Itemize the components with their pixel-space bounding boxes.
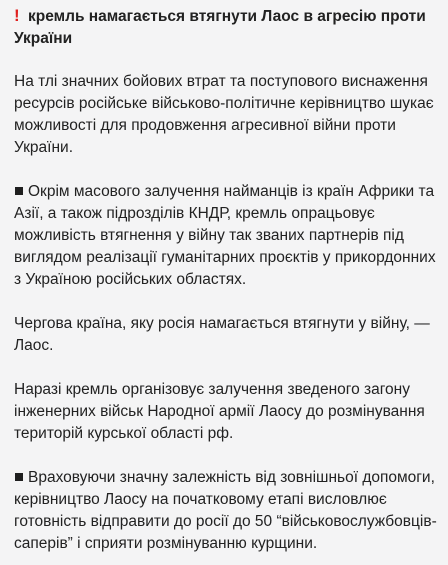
paragraph-3 (14, 313, 444, 357)
paragraph-2-text: Окрім масового залучення найманців із країн Африки та Азії, а також підрозділів КНДР, кремль опрацьовує можливість втягнення у війну так званих партнерів під виглядом реалізації гуманітарних проєктів у прикордонних з Україною російських областях. (14, 183, 436, 288)
paragraph-5-text: Враховуючи значну залежність від зовнішньої допомоги, керівництво Лаосу на початковому етапі висловлює готовність відправити до росії до 50 “військовослужбовців-саперів” і сприяти розмінуванню курщини. (14, 469, 437, 552)
paragraph-4-text: Наразі кремль організовує залучення зведеного загону інженерних військ Народної армії Лаосу до розмінування територій курської області рф. (14, 381, 425, 442)
exclamation-icon: ! (14, 6, 20, 25)
paragraph-3-text: Чергова країна, яку росія намагається втягнути у війну, — Лаос. (14, 315, 430, 354)
paragraph-4 (14, 379, 444, 445)
post-title (14, 5, 444, 50)
black-square-icon (15, 473, 23, 481)
paragraph-1 (14, 71, 444, 159)
paragraph-1-text: На тлі значних бойових втрат та поступового виснаження ресурсів російське військово-політичне керівництво шукає можливості для продовження агресивної війни проти України. (14, 73, 434, 156)
paragraph-2 (14, 181, 444, 291)
post-title-text: кремль намагається втягнути Лаос в агресію проти України (14, 8, 426, 47)
black-square-icon (15, 187, 23, 195)
paragraph-5 (14, 467, 444, 555)
